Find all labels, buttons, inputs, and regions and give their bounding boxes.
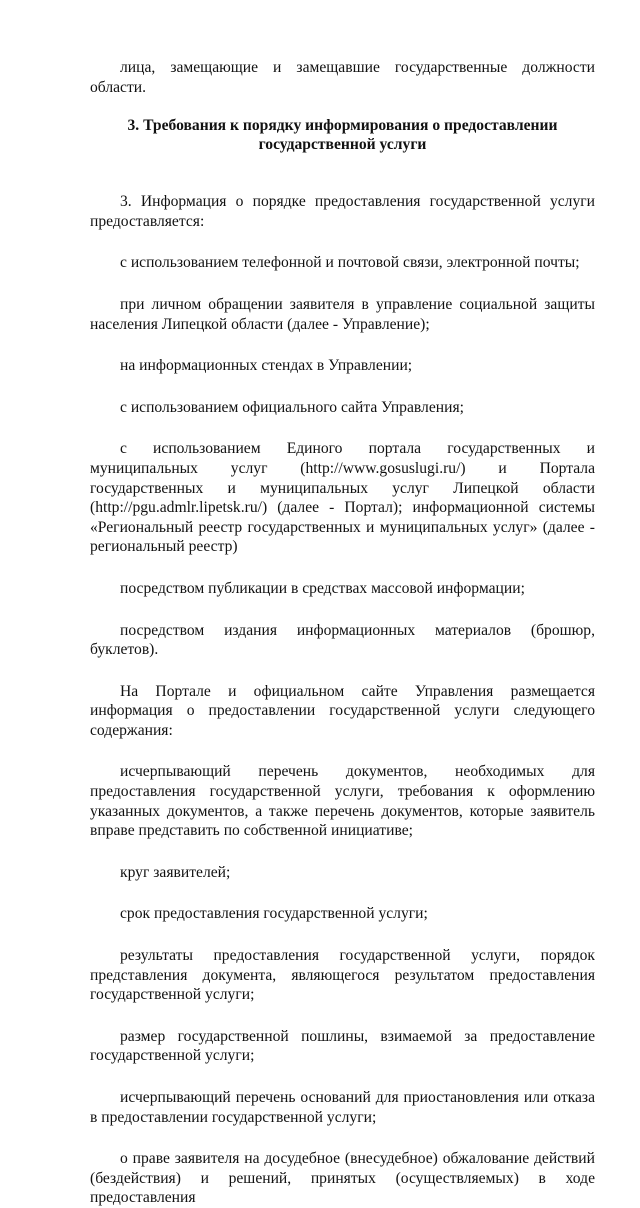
list-item-brochures: посредством издания информационных материалов (брошюр, буклетов). xyxy=(90,621,595,659)
section-heading: 3. Требования к порядку информирования о предоставлении государственной услуги xyxy=(127,117,558,153)
list-item-applicants: круг заявителей; xyxy=(120,863,231,881)
list-item-personal-visit: при личном обращении заявителя в управление социальной защиты населения Липецкой области (далее - Управление); xyxy=(90,295,595,333)
paragraph-continuation: лица, замещающие и замещавшие государственные должности области. xyxy=(90,59,595,96)
list-item-mass-media: посредством публикации в средствах массовой информации; xyxy=(120,579,525,597)
list-item-info-stands: на информационных стендах в Управлении; xyxy=(120,357,413,375)
paragraph-portal-content: На Портале и официальном сайте Управления размещается информация о предоставлении государственной услуги следующего содержания: xyxy=(90,682,595,739)
list-item-phone-mail: с использованием телефонной и почтовой связи, электронной почты; xyxy=(120,254,580,272)
list-item-fee: размер государственной пошлины, взимаемой за предоставление государственной услуги; xyxy=(90,1027,595,1065)
list-item-results: результаты предоставления государственной услуги, порядок представления документа, являющегося результатом предоставления государственной услуги; xyxy=(90,947,595,1004)
list-item-documents: исчерпывающий перечень документов, необходимых для предоставления государственной услуги, требования к оформлению указанных документов, а также перечень документов, которые заявитель вправе представить по собственной инициативе; xyxy=(90,763,595,840)
document-page xyxy=(90,0,595,1208)
list-item-term: срок предоставления государственной услуги; xyxy=(120,905,428,923)
list-item-refusal-grounds: исчерпывающий перечень оснований для приостановления или отказа в предоставлении государственной услуги; xyxy=(90,1089,595,1126)
paragraph-info-provided: 3. Информация о порядке предоставления государственной услуги предоставляется: xyxy=(90,193,595,230)
list-item-appeal-right: о праве заявителя на досудебное (внесудебное) обжалование действий (бездействия) и решений, принятых (осуществляемых) в ходе предоставления xyxy=(90,1150,595,1207)
list-item-portals: с использованием Единого портала государственных и муниципальных услуг (http://www.gosuslugi.ru/) и Портала государственных и муниципальных услуг Липецкой области (http://pgu.admlr.lipetsk.ru/) (далее - Портал); информационной системы «Региональный реестр государственных и муниципальных услуг» (далее - региональный реестр) xyxy=(90,440,595,556)
list-item-official-site: с использованием официального сайта Управления; xyxy=(120,398,464,416)
